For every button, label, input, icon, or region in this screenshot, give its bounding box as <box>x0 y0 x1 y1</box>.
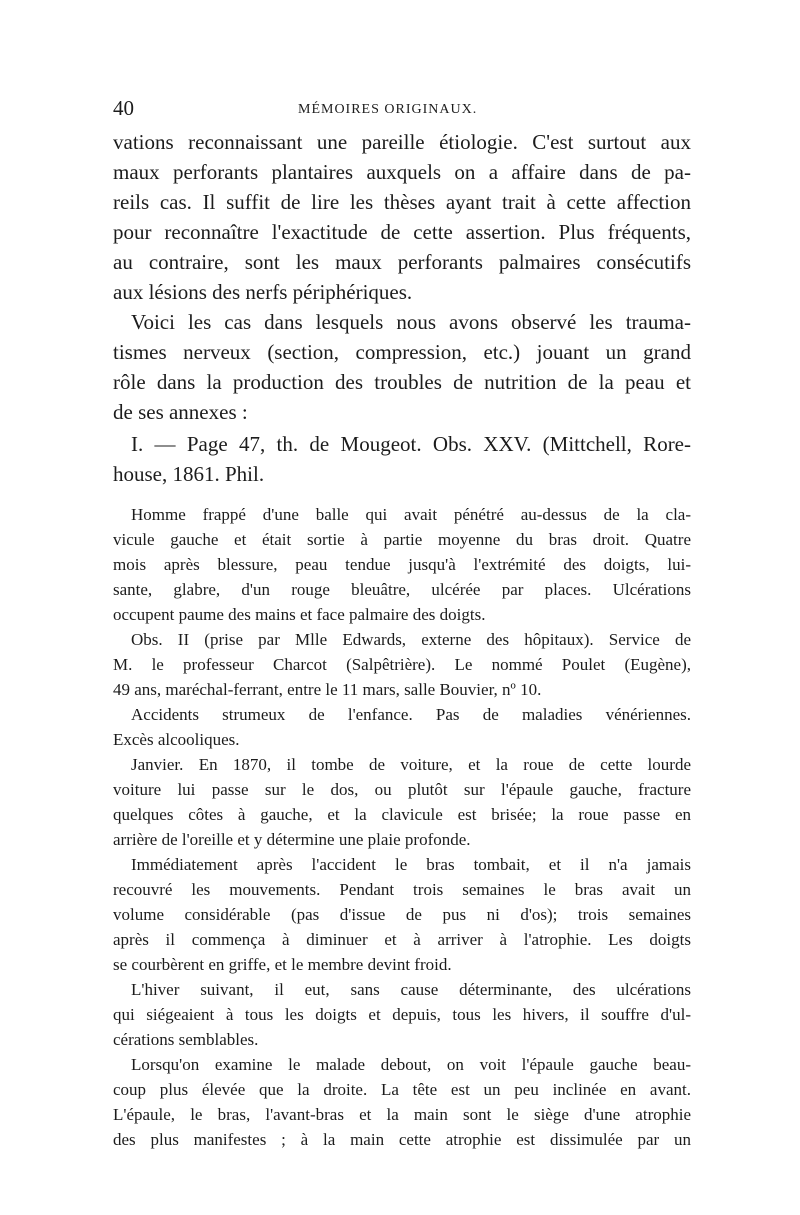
text-line: cérations semblables. <box>113 1030 259 1049</box>
text-line: volume considérable (pas d'issue de pus ni d'os); trois semaines <box>113 905 691 924</box>
text-line: de ses annexes : <box>113 400 248 424</box>
text-line: reils cas. Il suffit de lire les thèses ayant trait à cette affection <box>113 190 691 214</box>
text-line: Immédiatement après l'accident le bras tombait, et il n'a jamais <box>131 855 691 874</box>
text-line: après il commença à diminuer et à arriver à l'atrophie. Les doigts <box>113 930 691 949</box>
text-line: house, 1861. Phil. <box>113 462 265 486</box>
text-line: coup plus élevée que la droite. La tête est un peu inclinée en avant. <box>113 1080 691 1099</box>
text-line: recouvré les mouvements. Pendant trois semaines le bras avait un <box>113 880 691 899</box>
text-line: Janvier. En 1870, il tombe de voiture, et la roue de cette lourde <box>131 755 691 774</box>
text-line: 49 ans, maréchal-ferrant, entre le 11 mars, salle Bouvier, nº 10. <box>113 680 542 699</box>
text-line: au contraire, sont les maux perforants palmaires consécutifs <box>113 250 691 274</box>
page-number: 40 <box>113 96 134 120</box>
text-line: vations reconnaissant une pareille étiologie. C'est surtout aux <box>113 130 691 154</box>
text-line: Voici les cas dans lesquels nous avons observé les trauma- <box>131 310 691 334</box>
text-line: pour reconnaître l'exactitude de cette assertion. Plus fréquents, <box>113 220 691 244</box>
text-line: L'épaule, le bras, l'avant-bras et la main sont le siège d'une atrophie <box>113 1105 691 1124</box>
text-line: se courbèrent en griffe, et le membre devint froid. <box>113 955 452 974</box>
text-line: arrière de l'oreille et y détermine une plaie profonde. <box>113 830 471 849</box>
text-line: des plus manifestes ; à la main cette atrophie est dissimulée par un <box>113 1130 691 1149</box>
text-line: mois après blessure, peau tendue jusqu'à l'extrémité des doigts, lui- <box>113 555 691 574</box>
text-line: occupent paume des mains et face palmaire des doigts. <box>113 605 486 624</box>
text-line: voiture lui passe sur le dos, ou plutôt sur l'épaule gauche, fracture <box>113 780 691 799</box>
text-line: Homme frappé d'une balle qui avait pénétré au-dessus de la cla- <box>131 505 691 524</box>
text-line: Obs. II (prise par Mlle Edwards, externe des hôpitaux). Service de <box>131 630 691 649</box>
text-line: Excès alcooliques. <box>113 730 240 749</box>
text-line: tismes nerveux (section, compression, etc.) jouant un grand <box>113 340 691 364</box>
text-line: rôle dans la production des troubles de nutrition de la peau et <box>113 370 691 394</box>
text-line: I. — Page 47, th. de Mougeot. Obs. XXV. (Mittchell, Rore- <box>131 432 691 456</box>
text-line: qui siégeaient à tous les doigts et depuis, tous les hivers, il souffre d'ul- <box>113 1005 691 1024</box>
running-head: MÉMOIRES ORIGINAUX. <box>298 102 478 117</box>
text-line: M. le professeur Charcot (Salpêtrière). Le nommé Poulet (Eugène), <box>113 655 691 674</box>
text-line: sante, glabre, d'un rouge bleuâtre, ulcérée par places. Ulcérations <box>113 580 691 599</box>
text-line: vicule gauche et était sortie à partie moyenne du bras droit. Quatre <box>113 530 691 549</box>
page-header <box>113 96 691 126</box>
text-line: aux lésions des nerfs périphériques. <box>113 280 413 304</box>
text-line: Lorsqu'on examine le malade debout, on voit l'épaule gauche beau- <box>131 1055 691 1074</box>
text-line: maux perforants plantaires auxquels on a affaire dans de pa- <box>113 160 691 184</box>
text-line: Accidents strumeux de l'enfance. Pas de maladies vénériennes. <box>131 705 691 724</box>
text-line: L'hiver suivant, il eut, sans cause déterminante, des ulcérations <box>131 980 691 999</box>
text-line: quelques côtes à gauche, et la clavicule est brisée; la roue passe en <box>113 805 691 824</box>
